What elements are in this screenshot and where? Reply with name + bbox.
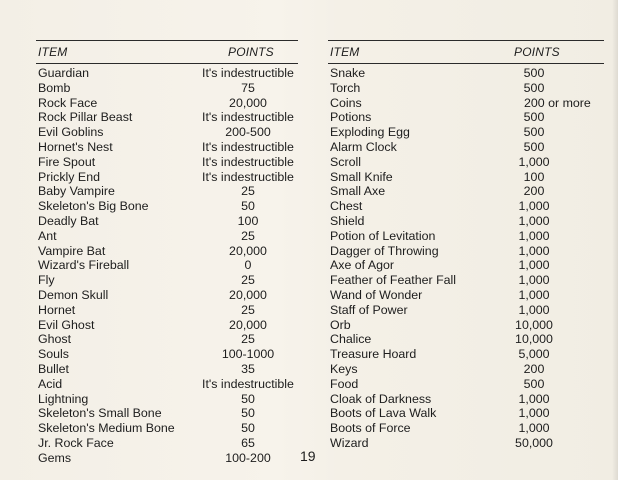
item-name: Jr. Rock Face bbox=[38, 435, 114, 450]
table-row bbox=[328, 258, 604, 273]
table-row bbox=[328, 318, 604, 333]
item-points: 50,000 bbox=[515, 435, 553, 450]
table-row bbox=[36, 155, 298, 170]
item-name: Shield bbox=[330, 213, 365, 228]
column-header-item: ITEM bbox=[38, 45, 68, 59]
table-row bbox=[328, 273, 604, 288]
item-points: It's indestructible bbox=[202, 154, 294, 169]
table-row bbox=[36, 244, 298, 259]
item-points: It's indestructible bbox=[202, 66, 294, 80]
item-points: 35 bbox=[241, 361, 255, 376]
item-points: 1,000 bbox=[518, 213, 550, 228]
item-points: 200 bbox=[523, 361, 545, 376]
item-name: Wizard's Fireball bbox=[38, 258, 130, 273]
item-points: 25 bbox=[241, 184, 255, 199]
item-points: 25 bbox=[241, 228, 255, 243]
item-name: Small Axe bbox=[330, 184, 386, 199]
item-name: Souls bbox=[38, 347, 69, 362]
item-points: It's indestructible bbox=[202, 169, 294, 184]
item-name: Axe of Agor bbox=[330, 258, 395, 273]
table-rows-right bbox=[328, 66, 604, 451]
item-name: Guardian bbox=[38, 66, 89, 80]
table-row bbox=[36, 362, 298, 377]
table-row bbox=[328, 110, 604, 125]
item-points: 50 bbox=[241, 406, 255, 421]
item-points: 200 bbox=[523, 184, 545, 199]
table-row bbox=[328, 96, 604, 111]
item-points: 25 bbox=[241, 302, 255, 317]
item-name: Scroll bbox=[330, 154, 361, 169]
table-rows-left bbox=[36, 66, 298, 466]
item-points: 500 bbox=[523, 110, 545, 125]
item-name: Food bbox=[330, 376, 359, 391]
table-row bbox=[328, 170, 604, 185]
table-row bbox=[36, 392, 298, 407]
item-name: Cloak of Darkness bbox=[330, 391, 432, 406]
item-name: Keys bbox=[330, 361, 358, 376]
table-row bbox=[36, 421, 298, 436]
item-name: Chest bbox=[330, 199, 363, 214]
item-points: 200-500 bbox=[225, 125, 271, 140]
item-name: Skeleton's Big Bone bbox=[38, 199, 149, 214]
item-points: 10,000 bbox=[515, 332, 553, 347]
table-row bbox=[328, 140, 604, 155]
item-name: Rock Face bbox=[38, 95, 98, 110]
item-points: 1,000 bbox=[518, 258, 550, 273]
item-points: 50 bbox=[241, 199, 255, 214]
item-points: 1,000 bbox=[518, 406, 550, 421]
item-name: Skeleton's Medium Bone bbox=[38, 421, 175, 436]
item-name: Coins bbox=[330, 95, 362, 110]
table-row bbox=[36, 332, 298, 347]
table-row bbox=[328, 436, 604, 451]
item-name: Boots of Lava Walk bbox=[330, 406, 437, 421]
table-row bbox=[36, 81, 298, 96]
item-points: 500 bbox=[523, 80, 545, 95]
item-points: 1,000 bbox=[518, 199, 550, 214]
item-name: Lightning bbox=[38, 391, 89, 406]
table-row bbox=[36, 214, 298, 229]
table-row bbox=[328, 66, 604, 81]
item-points: 500 bbox=[523, 125, 545, 140]
item-name: Exploding Egg bbox=[330, 125, 410, 140]
item-points: 500 bbox=[523, 139, 545, 154]
table-row bbox=[36, 96, 298, 111]
item-name: Torch bbox=[330, 80, 361, 95]
item-points: 1,000 bbox=[518, 243, 550, 258]
item-points: 500 bbox=[523, 376, 545, 391]
item-name: Demon Skull bbox=[38, 287, 109, 302]
item-points: 50 bbox=[241, 421, 255, 436]
table-row bbox=[36, 288, 298, 303]
item-name: Boots of Force bbox=[330, 421, 411, 436]
item-name: Hornet bbox=[38, 302, 76, 317]
item-name: Ant bbox=[38, 228, 57, 243]
item-points: 20,000 bbox=[229, 287, 267, 302]
item-points: 200 or more bbox=[524, 95, 591, 110]
item-name: Orb bbox=[330, 317, 351, 332]
item-points: It's indestructible bbox=[202, 376, 294, 391]
table-row bbox=[328, 332, 604, 347]
item-points: 1,000 bbox=[518, 421, 550, 436]
item-points: 1,000 bbox=[518, 391, 550, 406]
table-row bbox=[328, 347, 604, 362]
item-points: 100 bbox=[237, 213, 259, 228]
item-points: 100-200 bbox=[225, 450, 271, 465]
item-name: Fly bbox=[38, 273, 55, 288]
item-points: 100-1000 bbox=[221, 347, 275, 362]
table-row bbox=[36, 140, 298, 155]
table-row bbox=[36, 303, 298, 318]
item-name: Deadly Bat bbox=[38, 213, 99, 228]
item-points: 20,000 bbox=[229, 317, 267, 332]
item-points: 25 bbox=[241, 273, 255, 288]
table-row bbox=[36, 347, 298, 362]
item-name: Staff of Power bbox=[330, 302, 408, 317]
page-edge-shadow bbox=[612, 0, 618, 480]
item-points: It's indestructible bbox=[202, 110, 294, 125]
item-name: Baby Vampire bbox=[38, 184, 115, 199]
page-number: 19 bbox=[300, 448, 316, 464]
item-name: Evil Goblins bbox=[38, 125, 104, 140]
table-row bbox=[328, 377, 604, 392]
item-name: Wizard bbox=[330, 435, 369, 450]
table-row bbox=[328, 362, 604, 377]
item-points: It's indestructible bbox=[202, 139, 294, 154]
item-points: 1,000 bbox=[518, 154, 550, 169]
item-points: 100 bbox=[523, 169, 545, 184]
table-row bbox=[328, 214, 604, 229]
item-name: Bullet bbox=[38, 361, 69, 376]
table-row bbox=[328, 199, 604, 214]
item-name: Potion of Levitation bbox=[330, 228, 436, 243]
table-row bbox=[36, 318, 298, 333]
table-row bbox=[328, 406, 604, 421]
table-row bbox=[328, 125, 604, 140]
column-header-points: POINTS bbox=[514, 45, 560, 59]
item-name: Vampire Bat bbox=[38, 243, 106, 258]
table-row bbox=[328, 421, 604, 436]
item-name: Feather of Feather Fall bbox=[330, 273, 457, 288]
item-name: Hornet's Nest bbox=[38, 139, 113, 154]
table-row bbox=[36, 199, 298, 214]
points-table-left bbox=[36, 40, 298, 466]
table-row bbox=[328, 184, 604, 199]
item-name: Treasure Hoard bbox=[330, 347, 417, 362]
table-row bbox=[36, 125, 298, 140]
table-row bbox=[36, 436, 298, 451]
table-row bbox=[36, 273, 298, 288]
item-name: Chalice bbox=[330, 332, 372, 347]
table-row bbox=[328, 392, 604, 407]
item-points: 25 bbox=[241, 332, 255, 347]
item-points: 1,000 bbox=[518, 302, 550, 317]
item-name: Alarm Clock bbox=[330, 139, 397, 154]
table-row bbox=[36, 66, 298, 81]
item-name: Ghost bbox=[38, 332, 72, 347]
item-name: Rock Pillar Beast bbox=[38, 110, 133, 125]
item-name: Small Knife bbox=[330, 169, 393, 184]
item-name: Dagger of Throwing bbox=[330, 243, 439, 258]
column-header-item: ITEM bbox=[330, 45, 360, 59]
item-points: 5,000 bbox=[518, 347, 550, 362]
item-points: 50 bbox=[241, 391, 255, 406]
table-row bbox=[328, 303, 604, 318]
table-row bbox=[36, 377, 298, 392]
table-row bbox=[328, 229, 604, 244]
table-header-left bbox=[36, 40, 298, 64]
table-row bbox=[36, 451, 298, 466]
table-row bbox=[36, 170, 298, 185]
item-points: 500 bbox=[523, 66, 545, 80]
table-row bbox=[36, 229, 298, 244]
item-name: Potions bbox=[330, 110, 372, 125]
table-row bbox=[36, 184, 298, 199]
item-name: Gems bbox=[38, 450, 72, 465]
table-row bbox=[328, 81, 604, 96]
item-name: Skeleton's Small Bone bbox=[38, 406, 162, 421]
column-header-points: POINTS bbox=[228, 45, 274, 59]
item-points: 75 bbox=[241, 80, 255, 95]
table-row bbox=[328, 244, 604, 259]
item-name: Acid bbox=[38, 376, 63, 391]
item-points: 20,000 bbox=[229, 243, 267, 258]
item-points: 0 bbox=[244, 258, 252, 273]
table-header-right bbox=[328, 40, 604, 64]
item-points: 1,000 bbox=[518, 287, 550, 302]
item-name: Wand of Wonder bbox=[330, 287, 423, 302]
item-points: 1,000 bbox=[518, 228, 550, 243]
table-row bbox=[328, 288, 604, 303]
item-points: 65 bbox=[241, 435, 255, 450]
points-table-right bbox=[328, 40, 604, 451]
table-row bbox=[36, 110, 298, 125]
item-name: Bomb bbox=[38, 80, 71, 95]
item-points: 20,000 bbox=[229, 95, 267, 110]
item-points: 1,000 bbox=[518, 273, 550, 288]
item-points: 10,000 bbox=[515, 317, 553, 332]
item-name: Snake bbox=[330, 66, 366, 80]
item-name: Fire Spout bbox=[38, 154, 96, 169]
item-name: Prickly End bbox=[38, 169, 100, 184]
table-row bbox=[36, 406, 298, 421]
table-row bbox=[328, 155, 604, 170]
table-row bbox=[36, 258, 298, 273]
item-name: Evil Ghost bbox=[38, 317, 95, 332]
